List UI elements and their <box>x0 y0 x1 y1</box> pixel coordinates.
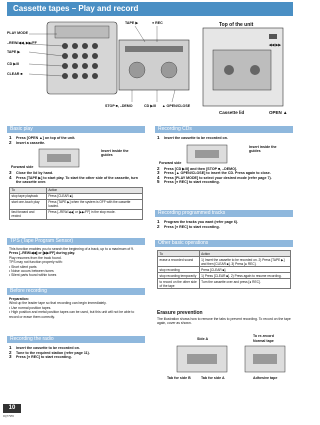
label-cd: CD ▶/II <box>7 62 19 66</box>
step-2: 2 Press [● REC] to start recording. <box>157 223 220 229</box>
step-4: 4 Press [PLAY MODE] to select your desired mode (refer page 7). <box>157 174 272 180</box>
recording-programmed-steps <box>157 220 291 229</box>
recording-radio-steps <box>9 346 143 360</box>
basic-play-table: To Action stop tape playback Press [CLEAR ■]. start one-touch play Press [TAPE ▶] when the system is OFF with the cassette loaded. fast forward and rewind Press [–REW/◀◀] or [▶▶/FF] in the stop mode. <box>9 187 143 220</box>
label-rew-small: ◀◀ ▶▶ <box>269 43 282 47</box>
list-item: • High position and metal position tapes can be used, but this unit will not be able to record or erase them correctly. <box>9 310 135 319</box>
table-row: to record on the other side of the tape Turn the cassette over and press [● REC]. <box>158 279 291 289</box>
step-2: 2 Press [CD ▶/II] and then [STOP ■, –DEMO]. <box>157 165 238 171</box>
step-2: 2 Tune to the required station (refer page 11). <box>9 349 90 355</box>
before-recording-content: Preparation: Wind up the leader tape so that recording can begin immediately. • Use normal position tapes. • High position and metal position tapes can be used, but this unit will not be able to record or erase them correctly. <box>9 297 143 319</box>
section-before-recording: Before recording <box>7 288 145 295</box>
tab-a-label: Tab for side A <box>201 376 225 380</box>
list-item: • Noise occurs between tunes <box>9 269 54 274</box>
step-1: 1 Program the tracks you want (refer page 6). <box>157 219 239 224</box>
label-cd-bottom: CD ▶/II <box>144 104 156 108</box>
erasure-figure <box>157 334 291 384</box>
step-5: 5 Press [● REC] to start recording. <box>157 179 220 185</box>
re-record-label: To re-record <box>253 334 274 338</box>
step-3: 3 Press [● REC] to start recording. <box>9 354 72 360</box>
table-row: stop tape playback Press [CLEAR ■]. <box>10 193 143 199</box>
list-item: • Short silent parts <box>9 264 37 269</box>
step-3: 3 Press [▲ OPEN/CLOSE] to insert the CD. Press again to close. <box>157 170 271 176</box>
table-row: fast forward and rewind Press [–REW/◀◀] or [▶▶/FF] in the stop mode. <box>10 209 143 219</box>
section-tps: TPS (Tape Program Sensor) <box>7 238 145 245</box>
table-row: start one-touch play Press [TAPE ▶] when the system is OFF with the cassette loaded. <box>10 199 143 209</box>
forward-side-label: Forward side <box>11 165 34 170</box>
step-4: 4 Press [TAPE ▶] to start play. To start the other side of the cassette, turn the cassette over. <box>9 174 138 185</box>
cassette-insert-figure-2 <box>157 141 291 167</box>
table-row: stop recording temporarily 1) Press [CLEAR ■]. 2) Press again to resume recording. <box>158 273 291 279</box>
cassette-insert-figure <box>9 145 143 171</box>
label-open: OPEN ▲ <box>269 110 288 115</box>
label-clear: CLEAR ■ <box>7 72 23 76</box>
label-rew-ff: –REW/◀◀, ▶▶/FF <box>7 41 37 45</box>
basic-play-steps <box>9 136 143 220</box>
normal-tape-label: Normal tape <box>253 339 274 343</box>
device-figure <box>7 20 293 120</box>
step-1: 1 Insert the cassette to be recorded on. <box>157 135 228 140</box>
other-ops-table: To Action erase a recorded sound 1) Insert the cassette to be recorded on. 2) Press [TAPE ▶] and then [CLEAR ■]. 3) Press [● REC]. stop recording Press [CLEAR ■]. stop recording temporarily 1) Press [CLEAR ■]. 2) Press again to resume recording. to record on the other side of the tape Turn the cassette over and press [● REC]. <box>157 250 291 289</box>
label-tape-top: TAPE ▶ <box>125 21 139 25</box>
tps-content: This function enables you to search the beginning of a track, up to a maximum of 9. Press [–REW/◀◀] or [▶▶/FF] during play. Play resumes from the track found. TPS may not function properly with: • Short silent parts • Noise occurs between tunes • Silent parts found within tunes <box>9 247 143 278</box>
label-rec: ● REC <box>152 21 163 25</box>
recording-cds-steps <box>157 136 291 185</box>
insert-guides-label: Insert inside the guides <box>249 144 277 153</box>
label-stop: STOP ■, –DEMO <box>105 104 133 108</box>
label-cassette-lid: Cassette lid <box>219 110 245 115</box>
cassette-insert-illustration <box>177 141 247 167</box>
step-1: 1 Insert the cassette to be recorded on. <box>9 345 80 350</box>
side-a-label: Side A <box>197 337 209 341</box>
list-item: • Silent parts found within tunes <box>9 273 57 278</box>
page-header: Cassette tapes – Play and record <box>7 2 293 16</box>
section-other-ops: Other basic operations <box>155 240 293 247</box>
label-top-of-unit: Top of the unit <box>219 22 254 28</box>
table-row: erase a recorded sound 1) Insert the cassette to be recorded on. 2) Press [TAPE ▶] and then [CLEAR ■]. 3) Press [● REC]. <box>158 257 291 267</box>
label-tape: TAPE ▶ <box>7 50 21 54</box>
forward-side-label: Forward side <box>159 160 182 165</box>
step-3: 3 Close the lid by hand. <box>9 170 54 176</box>
label-play-mode: PLAY MODE <box>7 31 28 35</box>
step-2: 2 Insert a cassette. <box>9 139 46 145</box>
table-row: stop recording Press [CLEAR ■]. <box>158 267 291 273</box>
section-recording-cds: Recording CDs <box>155 126 293 133</box>
list-item: • Use normal position tapes. <box>9 305 52 310</box>
step-1: 1 Press [OPEN ▲] on top of the unit. <box>9 135 76 140</box>
model-number: RQT7955 <box>3 415 14 418</box>
section-recording-radio: Recording the radio <box>7 336 145 343</box>
erasure-title: Erasure prevention <box>157 310 203 316</box>
adhesive-tape-label: Adhesive tape <box>253 376 278 380</box>
cassette-insert-illustration <box>29 145 99 171</box>
label-openclose: ▲ OPEN/CLOSE <box>162 104 191 108</box>
section-basic-play: Basic play <box>7 126 145 133</box>
insert-guides-label: Insert inside the guides <box>101 149 129 158</box>
section-recording-programmed: Recording programmed tracks <box>155 210 293 217</box>
tab-b-label: Tab for side B <box>167 376 191 380</box>
page-number: 10 <box>3 404 21 413</box>
erasure-text: The illustration shows how to remove the tabs to prevent recording. To record on the tape again, cover as shown. <box>157 317 291 326</box>
